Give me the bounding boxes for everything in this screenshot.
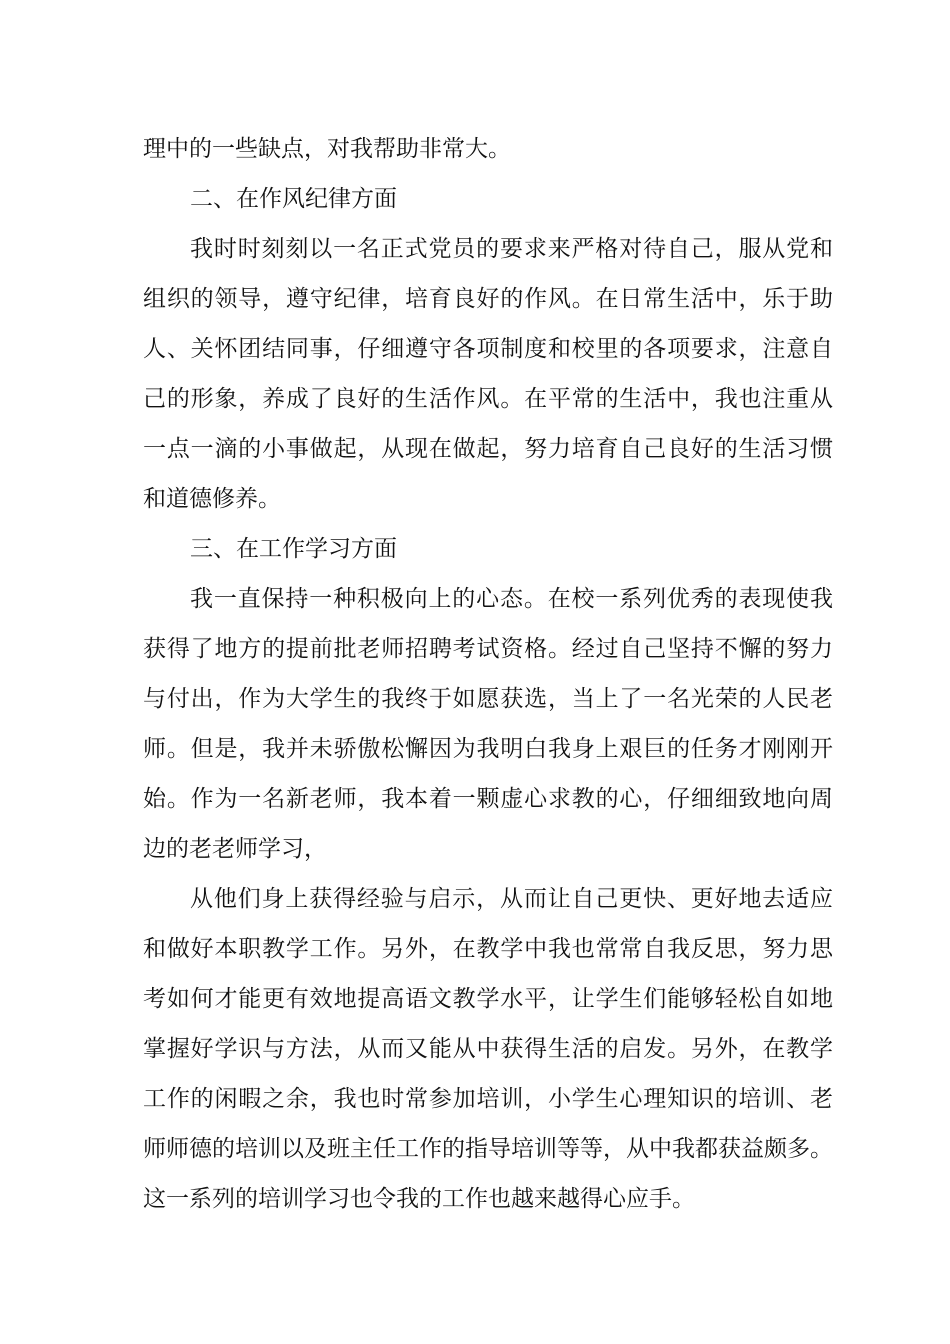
- text-line: 考如何才能更有效地提高语文教学水平，让学生们能够轻松自如地: [143, 986, 833, 1012]
- text-line: 我时时刻刻以一名正式党员的要求来严格对待自己，服从党和: [190, 236, 833, 262]
- text-line: 边的老老师学习，: [143, 836, 327, 862]
- text-line: 我一直保持一种积极向上的心态。在校一系列优秀的表现使我: [190, 586, 833, 612]
- text-line: 组织的领导，遵守纪律，培育良好的作风。在日常生活中，乐于助: [143, 286, 833, 312]
- text-line: 这一系列的培训学习也令我的工作也越来越得心应手。: [143, 1186, 695, 1212]
- text-line: 理中的一些缺点，对我帮助非常大。: [143, 136, 511, 162]
- text-line: 获得了地方的提前批老师招聘考试资格。经过自己坚持不懈的努力: [143, 636, 833, 662]
- text-line: 师师德的培训以及班主任工作的指导培训等等，从中我都获益颇多。: [143, 1136, 833, 1162]
- text-line: 与付出，作为大学生的我终于如愿获选，当上了一名光荣的人民老: [143, 686, 833, 712]
- text-line: 从他们身上获得经验与启示，从而让自己更快、更好地去适应: [190, 886, 833, 912]
- text-line: 和道德修养。: [143, 486, 281, 512]
- section-heading: 三、在工作学习方面: [190, 536, 397, 562]
- text-line: 工作的闲暇之余，我也时常参加培训，小学生心理知识的培训、老: [143, 1086, 833, 1112]
- section-heading: 二、在作风纪律方面: [190, 186, 397, 212]
- text-line: 师。但是，我并未骄傲松懈因为我明白我身上艰巨的任务才刚刚开: [143, 736, 833, 762]
- text-line: 人、关怀团结同事，仔细遵守各项制度和校里的各项要求，注意自: [143, 336, 833, 362]
- text-line: 掌握好学识与方法，从而又能从中获得生活的启发。另外，在教学: [143, 1036, 833, 1062]
- text-line: 一点一滴的小事做起，从现在做起，努力培育自己良好的生活习惯: [143, 436, 833, 462]
- text-line: 己的形象，养成了良好的生活作风。在平常的生活中，我也注重从: [143, 386, 833, 412]
- text-line: 和做好本职教学工作。另外，在教学中我也常常自我反思，努力思: [143, 936, 833, 962]
- text-line: 始。作为一名新老师，我本着一颗虚心求教的心，仔细细致地向周: [143, 786, 833, 812]
